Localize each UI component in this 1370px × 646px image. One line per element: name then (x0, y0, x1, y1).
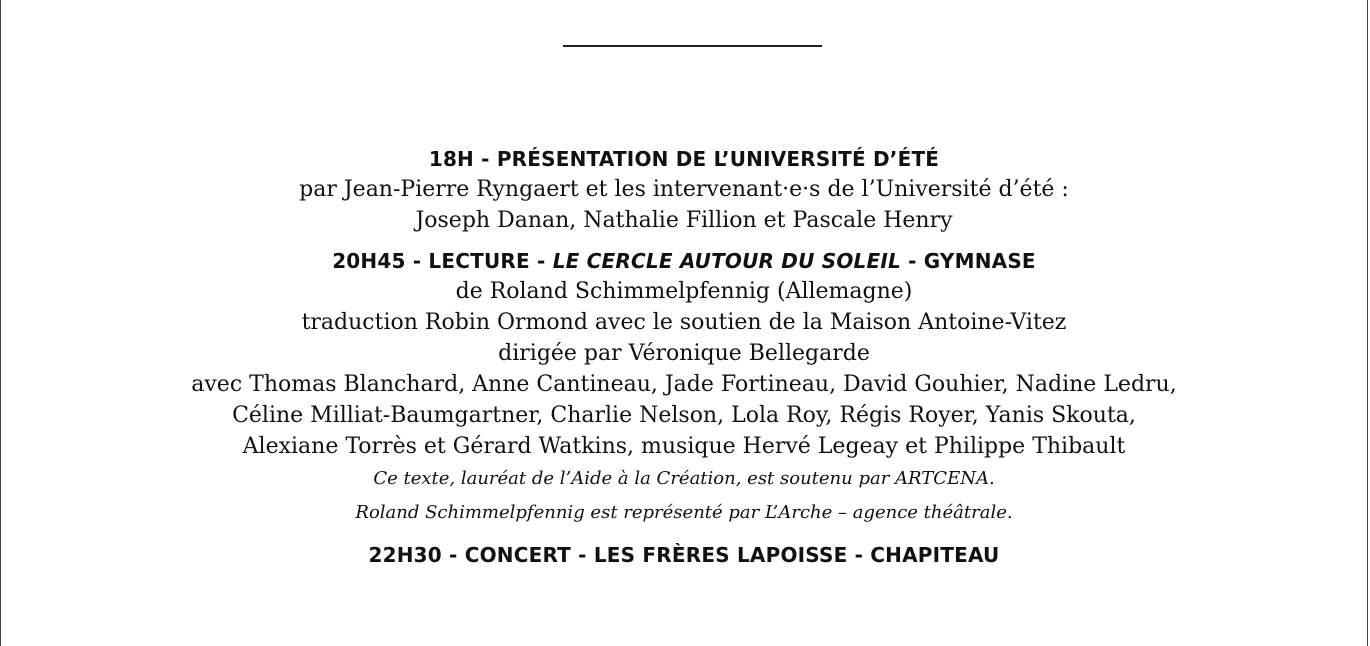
event-note: Roland Schimmelpfennig est représenté par L’Arche – agence théâtrale. (355, 502, 1013, 523)
event-line: dirigée par Véronique Bellegarde (498, 341, 870, 366)
play-title: LE CERCLE AUTOUR DU SOLEIL (552, 249, 901, 273)
event-line: Alexiane Torrès et Gérard Watkins, musique Hervé Legeay et Philippe Thibault (242, 434, 1126, 459)
event-line: traduction Robin Ormond avec le soutien de la Maison Antoine-Vitez (301, 310, 1067, 335)
event-heading: 18H - PRÉSENTATION DE L’UNIVERSITÉ D’ÉTÉ (428, 147, 940, 171)
event-line: par Jean-Pierre Ryngaert et les intervenant·e·s de l’Université d’été : (299, 177, 1069, 202)
event-presentation (1, 144, 1367, 236)
event-note: Ce texte, lauréat de l’Aide à la Création, est soutenu par ARTCENA. (373, 468, 995, 489)
event-reading (1, 246, 1367, 530)
top-divider (563, 45, 822, 47)
event-line: avec Thomas Blanchard, Anne Cantineau, Jade Fortineau, David Gouhier, Nadine Ledru, (191, 372, 1177, 397)
event-concert (1, 540, 1367, 570)
event-heading (1, 246, 1367, 276)
heading-suffix: - GYMNASE (900, 249, 1036, 273)
heading-prefix: 20H45 - LECTURE - (332, 249, 553, 273)
program-content (1, 144, 1367, 580)
event-line: de Roland Schimmelpfennig (Allemagne) (455, 279, 913, 304)
event-heading: 22H30 - CONCERT - LES FRÈRES LAPOISSE - CHAPITEAU (368, 543, 1000, 567)
event-line: Joseph Danan, Nathalie Fillion et Pascale Henry (415, 208, 953, 233)
event-line: Céline Milliat-Baumgartner, Charlie Nelson, Lola Roy, Régis Royer, Yanis Skouta, (232, 403, 1136, 428)
